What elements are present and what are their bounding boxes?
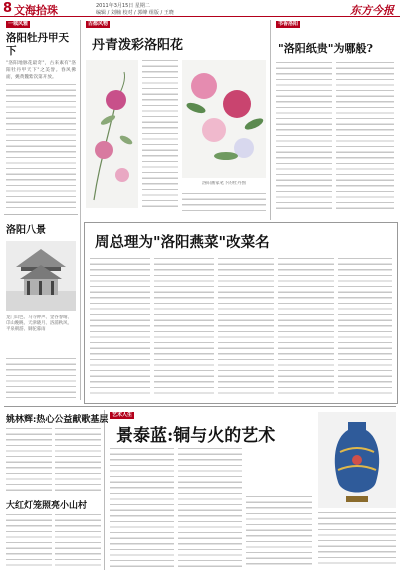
article-text-lines — [276, 62, 332, 212]
article-text-lines — [338, 258, 392, 396]
headline-painting: 丹青泼彩洛阳花 — [92, 38, 184, 53]
editors-line: 编辑 / 刘楠 校对 / 郭峰 组版 / 王晓 — [96, 10, 174, 16]
column-divider — [80, 20, 81, 400]
column-tag: 艺术人生 — [112, 412, 133, 418]
pavilion-photo — [6, 241, 76, 311]
article-text-lines — [142, 60, 178, 210]
column-divider — [104, 410, 105, 570]
article-text-lines — [178, 448, 242, 568]
headline-lanterns: 大红灯笼照亮小山村 — [6, 501, 88, 511]
article-text-lines — [218, 258, 274, 396]
headline-peony: 洛阳牡丹甲天下 — [6, 32, 69, 57]
headline-paper: "洛阳纸贵"为哪般? — [278, 42, 373, 55]
article-text-lines — [182, 193, 266, 213]
article-text-lines — [55, 428, 101, 492]
article-text-lines — [278, 258, 334, 396]
dateline: 2011年3月15日 星期二 — [96, 3, 150, 9]
article-text-lines — [336, 62, 394, 212]
headline-eight-views: 洛阳八景 — [6, 225, 46, 236]
page-number: 8 — [3, 1, 13, 16]
article-text-lines — [6, 358, 76, 398]
headline-yao: 姚林辉:热心公益献歌基层 — [6, 415, 109, 425]
article-text-lines — [6, 514, 52, 570]
section-title: 文海拾珠 — [14, 4, 58, 17]
eight-views-caption: 龙门山色、马寺钟声、金谷春晴、邙山晚眺、天津晓月、洛浦秋风、平泉朝游、铜驼暮雨 — [6, 315, 72, 332]
painting-caption: 洛阳画家笔下的牡丹图 — [202, 181, 246, 186]
article-text-lines — [318, 512, 396, 568]
article-text-lines — [110, 448, 174, 568]
headline-cloisonne: 景泰蓝:铜与火的艺术 — [116, 426, 276, 446]
article-text-lines — [6, 84, 76, 208]
article-text-lines — [6, 428, 52, 492]
section-divider — [4, 406, 396, 407]
painting-photo — [182, 60, 266, 178]
column-tag: 一城风雅 — [8, 21, 29, 27]
headline-feature: 周总理为"洛阳燕菜"改菜名 — [95, 234, 270, 251]
article-body: "洛阳地脉花最奇"，古来素有"洛阳牡丹甲天下"之美誉。春风拂面，姚黄魏紫次第开放。 — [6, 61, 76, 81]
column-tag: 书香洛阳 — [278, 21, 299, 27]
column-tag: 古都风物 — [88, 21, 109, 27]
cloisonne-vase-photo — [318, 412, 396, 508]
article-text-lines — [246, 496, 312, 568]
article-text-lines — [90, 258, 150, 396]
column-divider — [270, 20, 271, 220]
article-text-lines — [154, 258, 214, 396]
masthead-logo: 东方今报 — [350, 4, 394, 17]
peony-photo — [86, 60, 138, 208]
article-text-lines — [55, 514, 101, 570]
divider — [4, 214, 78, 215]
page-header — [0, 0, 400, 17]
